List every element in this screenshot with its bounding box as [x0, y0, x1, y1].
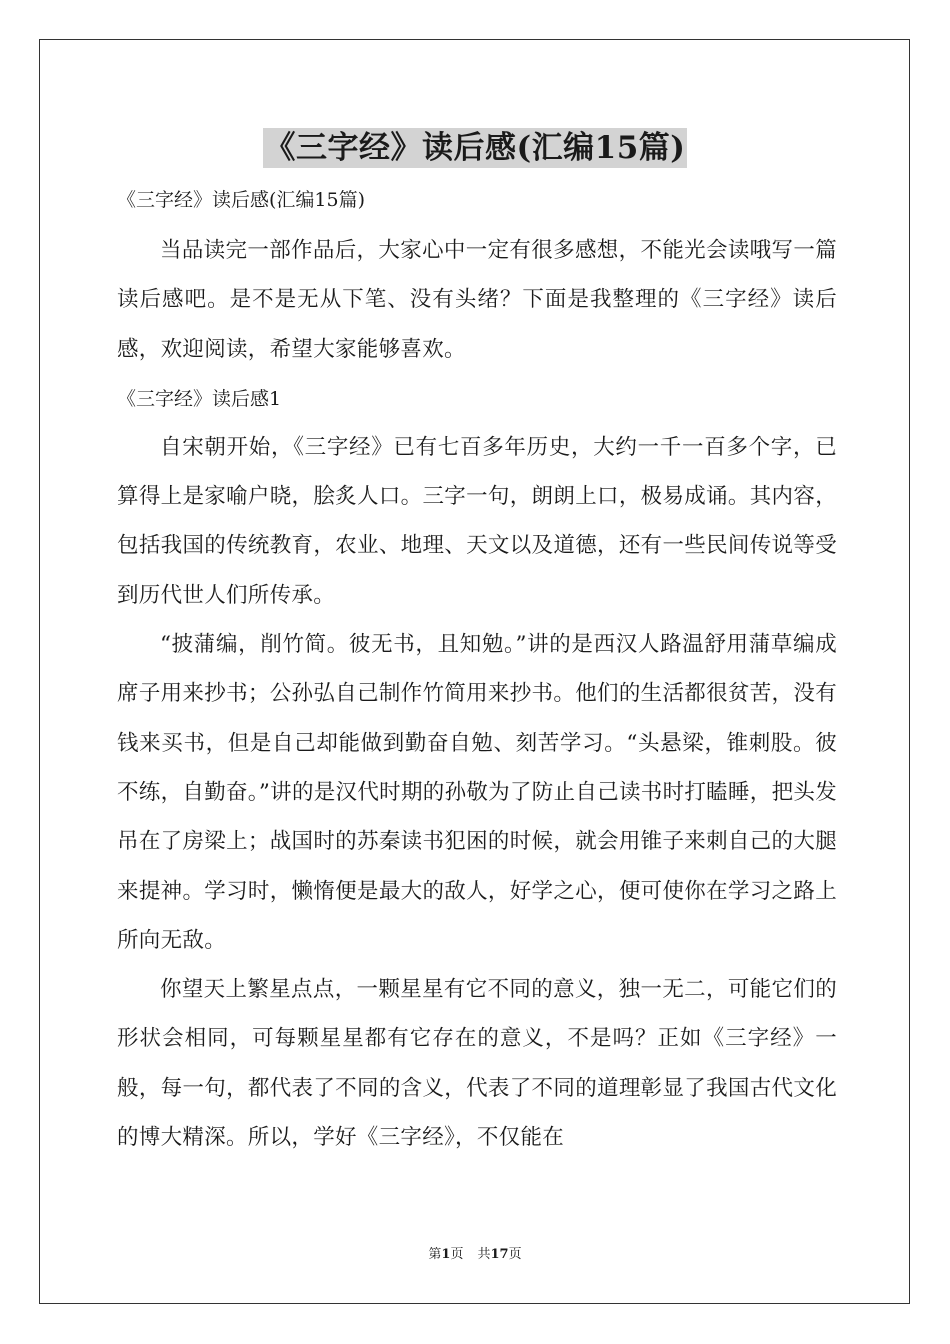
body-paragraph-1: 自宋朝开始，《三字经》已有七百多年历史，大约一千一百多个字，已算得上是家喻户晓，脍炙人口。三字一句，朗朗上口，极易成诵。其内容，包括我国的传统教育，农业、地理、天文以及道德，还有一些民间传说等受到历代世人们所传承。 [117, 434, 837, 608]
document-title: 《三字经》读后感(汇编15篇) [264, 130, 686, 166]
body-paragraph-3: 你望天上繁星点点，一颗星星有它不同的意义，独一无二，可能它们的形状会相同，可每颗星星都有它存在的意义，不是吗？正如《三字经》一般，每一句，都代表了不同的含义，代表了不同的道理彰显了我国古代文化的博大精深。所以，学好《三字经》，不仅能在 [117, 977, 837, 1151]
footer-page-prefix: 第 [428, 1247, 442, 1262]
footer-total-prefix: 共 [477, 1247, 491, 1262]
footer-page-suffix: 页 [450, 1247, 464, 1262]
section-heading: 《三字经》读后感1 [117, 387, 282, 410]
footer-page-number: 1 [441, 1247, 451, 1262]
page-footer [0, 1246, 950, 1264]
body-paragraph-2: “披蒲编，削竹简。彼无书，且知勉。”讲的是西汉人路温舒用蒲草编成席子用来抄书；公孙弘自己制作竹简用来抄书。他们的生活都很贫苦，没有钱来买书，但是自己却能做到勤奋自勉、刻苦学习。“头悬梁，锥刺股。彼不练，自勤奋。”讲的是汉代时期的孙敬为了防止自己读书时打瞌睡，把头发吊在了房梁上；战国时的苏秦读书犯困的时候，就会用锥子来刺自己的大腿来提神。学习时，懒惰便是最大的敌人，好学之心，便可使你在学习之路上所向无敌。 [117, 632, 837, 953]
document-body [117, 180, 837, 1162]
footer-total-suffix: 页 [508, 1247, 522, 1262]
title-container [0, 128, 950, 168]
footer-total-pages: 17 [490, 1247, 509, 1262]
intro-paragraph: 当品读完一部作品后，大家心中一定有很多感想，不能光会读哦写一篇读后感吧。是不是无从下笔、没有头绪？下面是我整理的《三字经》读后感，欢迎阅读，希望大家能够喜欢。 [117, 238, 837, 362]
document-subtitle: 《三字经》读后感(汇编15篇) [117, 189, 366, 211]
